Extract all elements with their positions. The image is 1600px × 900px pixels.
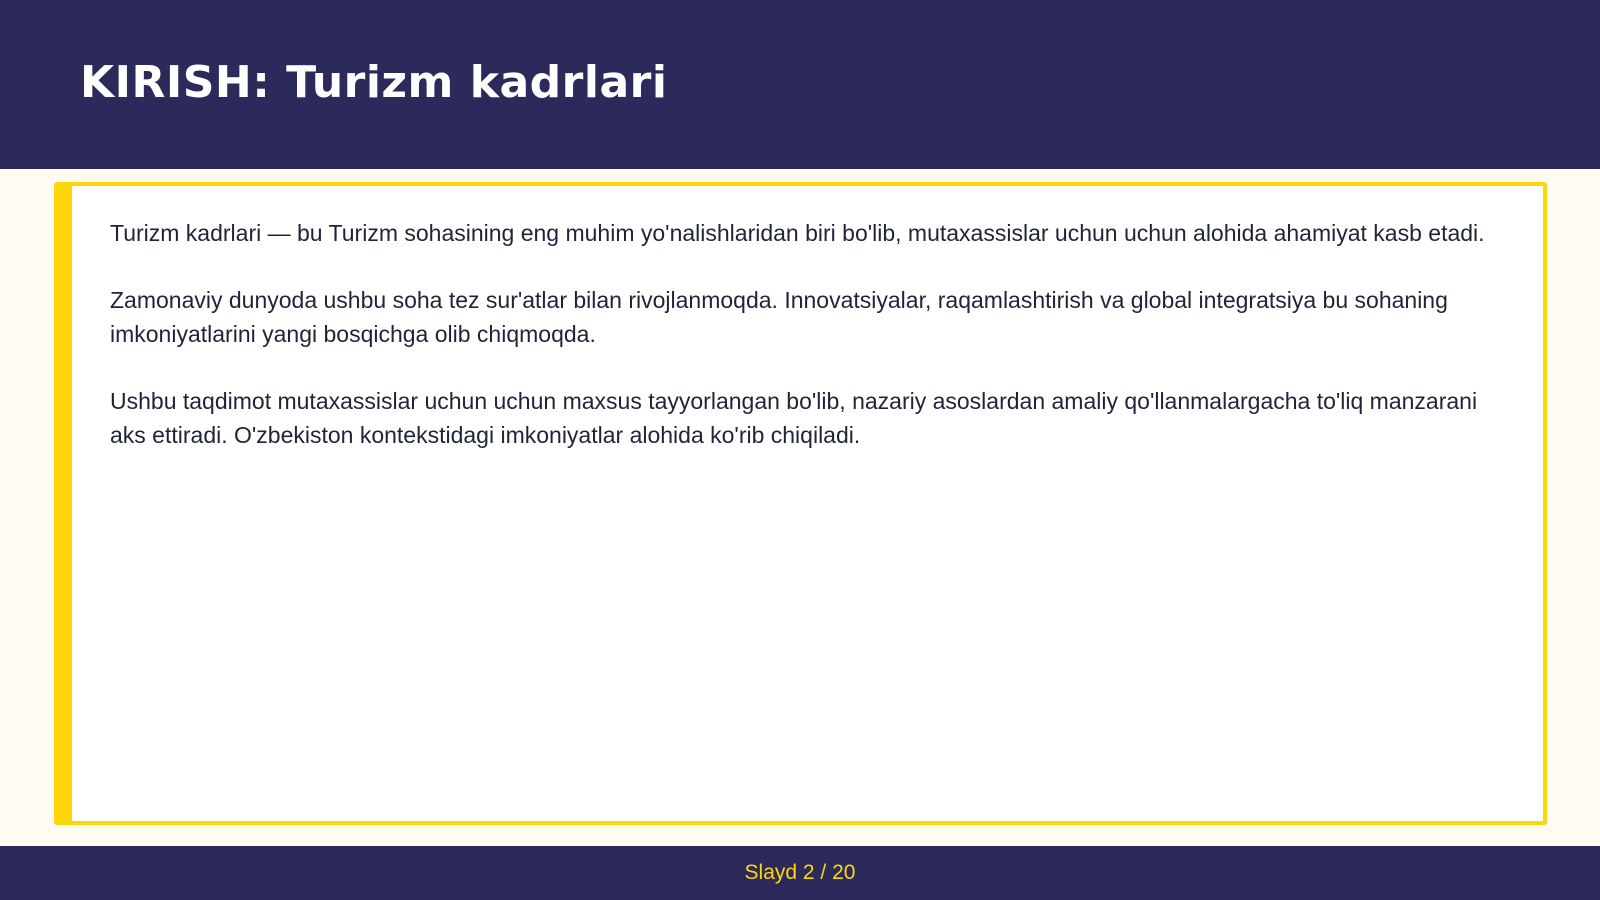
- slide-counter: Slayd 2 / 20: [744, 861, 856, 884]
- slide-header: [0, 0, 1600, 169]
- paragraph-modern-world: Zamonaviy dunyoda ushbu soha tez sur'atlar bilan rivojlanmoqda. Innovatsiyalar, raqamlashtirish va global integratsiya bu sohaning imkoniyatlarini yangi bosqichga olib chiqmoqda.: [110, 287, 1448, 347]
- content-card: [54, 182, 1547, 825]
- paragraph-intro: Turizm kadrlari — bu Turizm sohasining eng muhim yo'nalishlaridan biri bo'lib, mutaxassislar uchun uchun alohida ahamiyat kasb etadi.: [110, 220, 1485, 246]
- slide-title: KIRISH: Turizm kadrlari: [80, 57, 668, 108]
- slide-footer: [0, 846, 1600, 900]
- paragraph-presentation: Ushbu taqdimot mutaxassislar uchun uchun maxsus tayyorlangan bo'lib, nazariy asoslardan amaliy qo'llanmalargacha to'liq manzarani aks ettiradi. O'zbekiston kontekstidagi imkoniyatlar alohida ko'rib chiqiladi.: [110, 388, 1478, 448]
